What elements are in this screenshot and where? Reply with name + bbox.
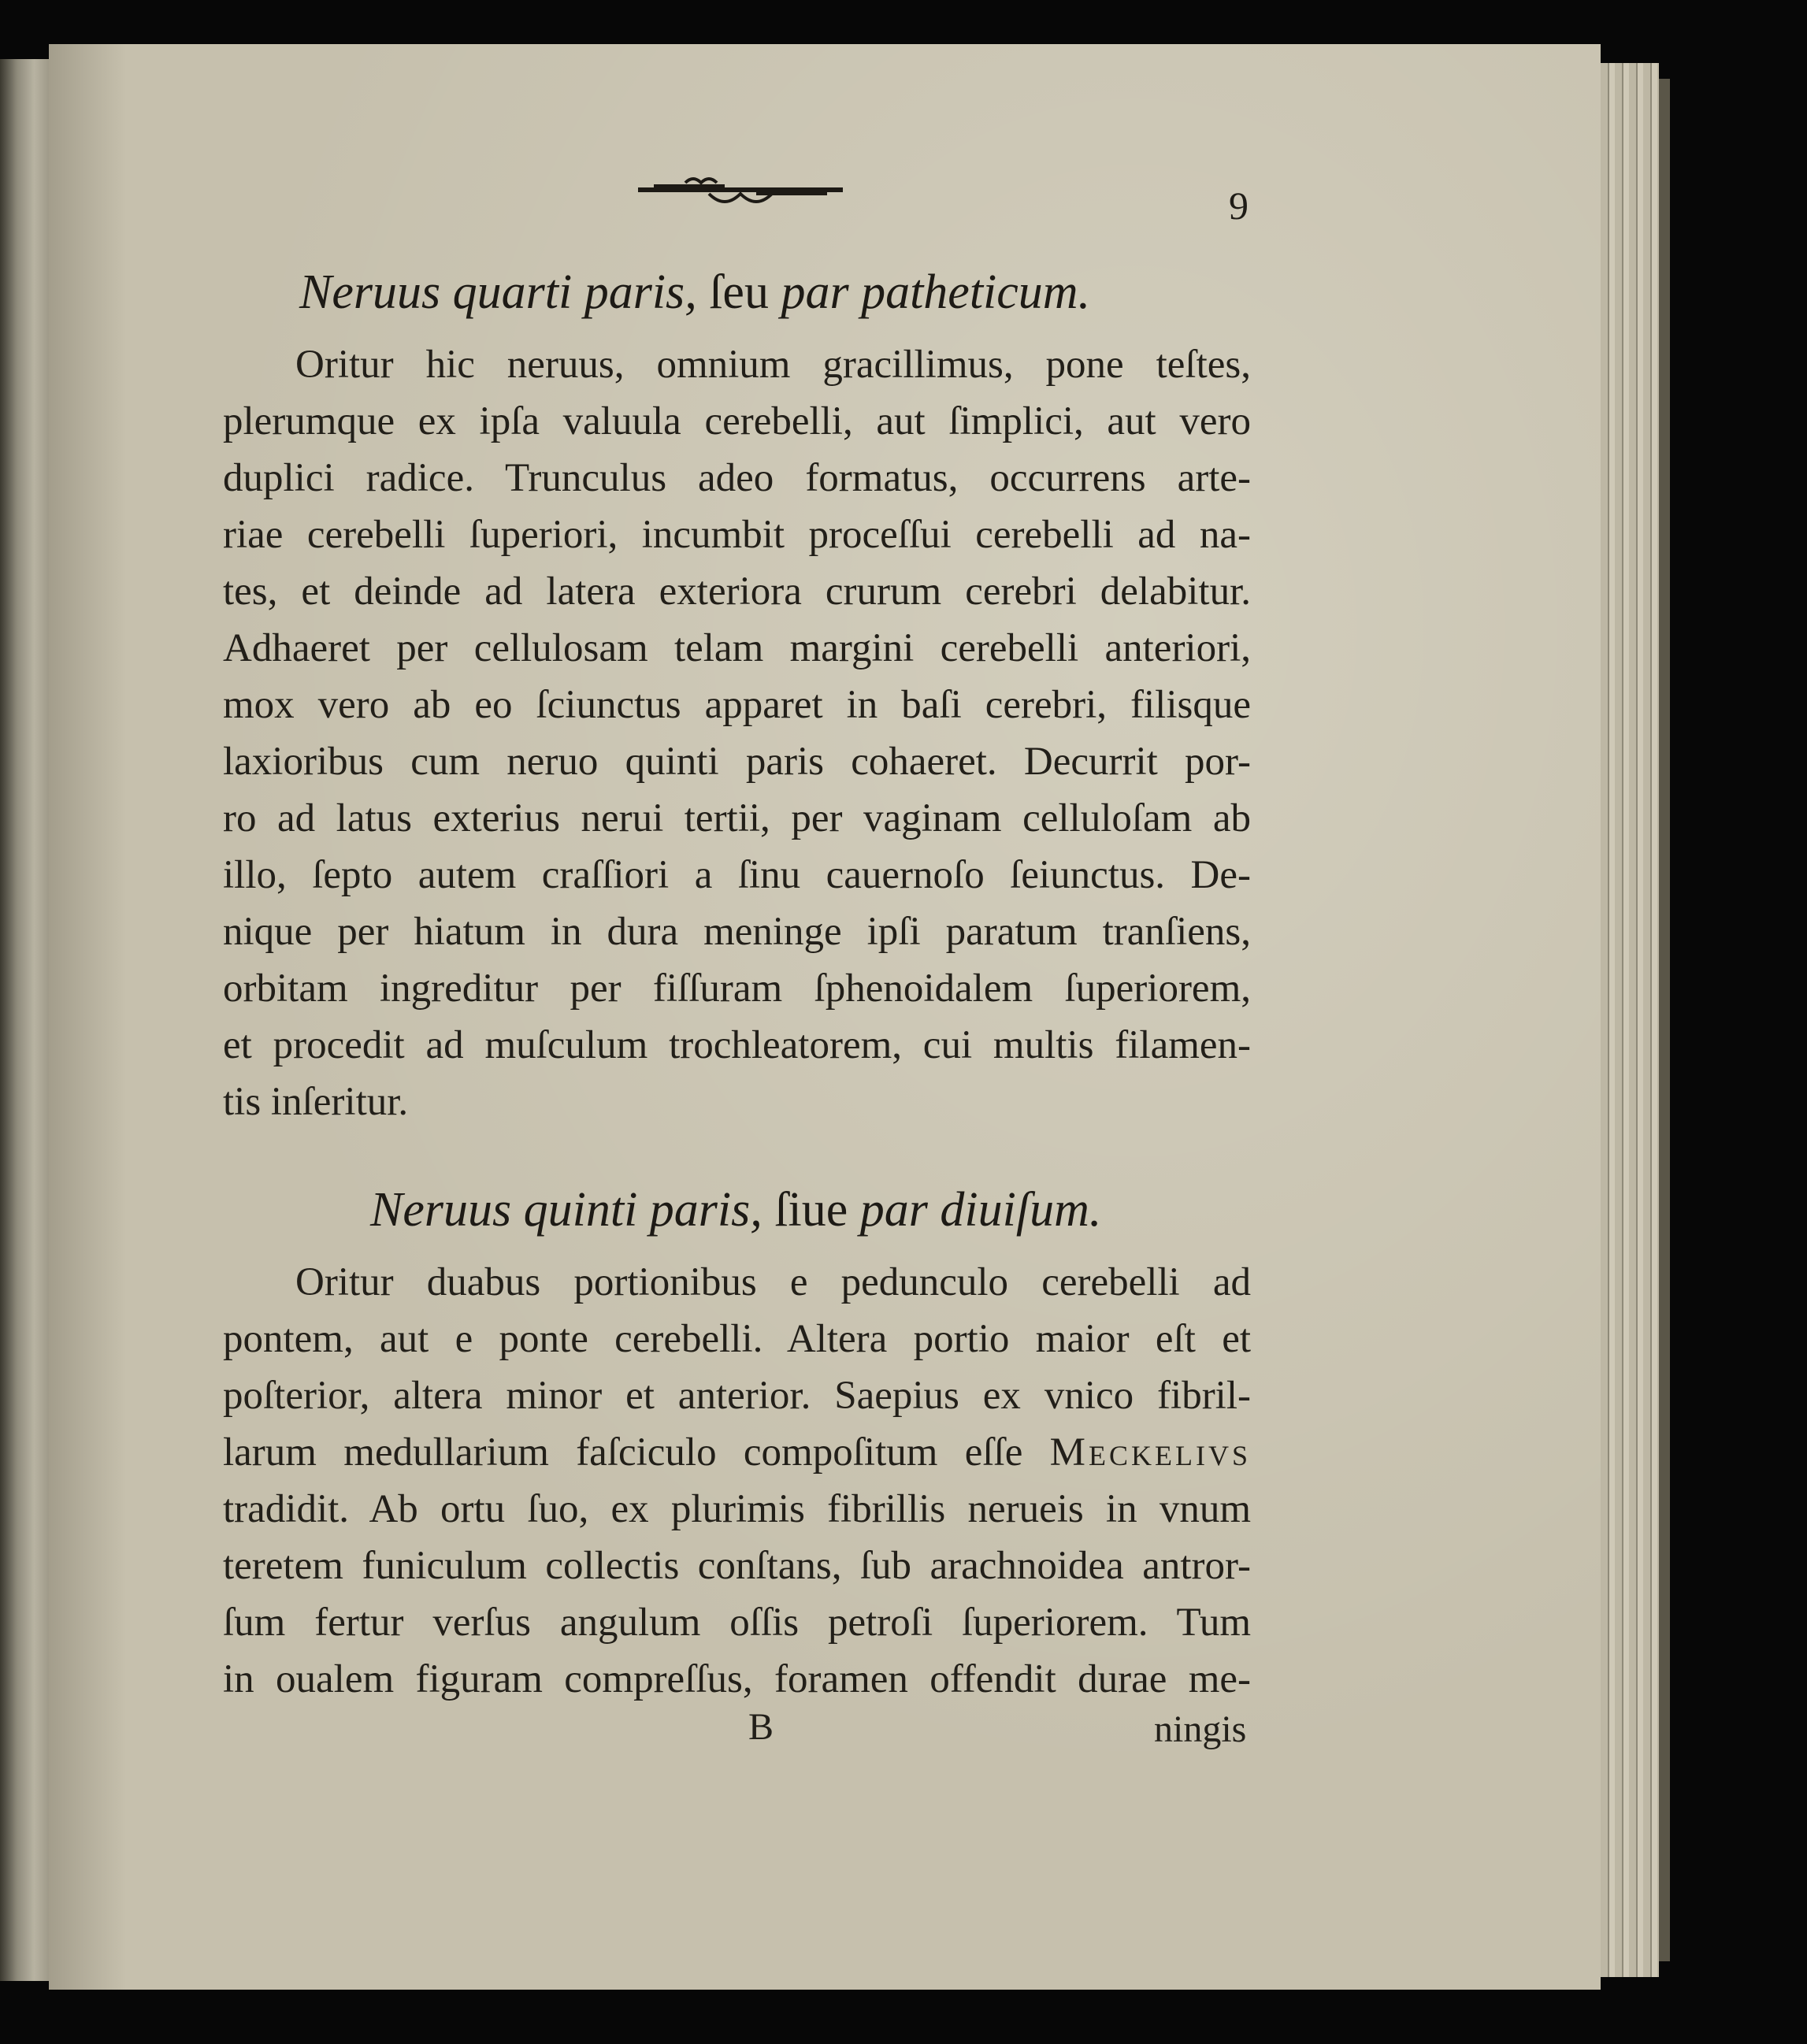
heading-roman-part: ſiue bbox=[774, 1183, 848, 1237]
text-line: nique per hiatum in dura meninge ipſi paratum tranſiens, bbox=[223, 910, 1251, 954]
text-line: orbitam ingreditur per fiſſuram ſphenoidalem ſuperiorem, bbox=[223, 966, 1251, 1011]
text-line: Oritur duabus portionibus e pedunculo cerebelli ad bbox=[295, 1260, 1251, 1304]
text-line: mox vero ab eo ſciunctus apparet in baſi cerebri, filisque bbox=[223, 683, 1251, 727]
text-line: laxioribus cum neruo quinti paris cohaeret. Decurrit por- bbox=[223, 740, 1251, 784]
text-line: in oualem figuram compreſſus, foramen offendit durae me- bbox=[223, 1657, 1251, 1701]
heading-roman-part: ſeu bbox=[709, 265, 769, 319]
heading-italic-part: par diuiſum. bbox=[859, 1183, 1102, 1237]
page-stack-edge bbox=[1601, 63, 1659, 1977]
text-line: tradidit. Ab ortu ſuo, ex plurimis fibrillis nerueis in vnum bbox=[223, 1487, 1251, 1531]
heading-italic-part: Neruus quarti paris, bbox=[299, 265, 697, 319]
section-heading-1 bbox=[299, 265, 1245, 319]
text-line: Oritur hic neruus, omnium gracillimus, pone teſtes, bbox=[295, 343, 1251, 387]
text-line: illo, ſepto autem craſſiori a ſinu cauernoſo ſeiunctus. De- bbox=[223, 853, 1251, 897]
text-line: poſterior, altera minor et anterior. Saepius ex vnico fibril- bbox=[223, 1374, 1251, 1418]
heading-italic-part: par patheticum. bbox=[781, 265, 1091, 319]
signature-mark: B bbox=[748, 1706, 774, 1748]
text-fragment: larum medullarium faſciculo compoſitum eſſe bbox=[223, 1430, 1023, 1475]
text-line: tis inſeritur. bbox=[223, 1080, 409, 1124]
text-line: ro ad latus exterius nerui tertii, per vaginam celluloſam ab bbox=[223, 796, 1251, 840]
author-name: Meckelivs bbox=[1049, 1430, 1252, 1475]
section-heading-2 bbox=[370, 1183, 1315, 1237]
text-line: tes, et deinde ad latera exteriora crurum cerebri delabitur. bbox=[223, 569, 1251, 614]
catchword: ningis bbox=[1154, 1708, 1247, 1750]
page-stack-shadow bbox=[1659, 79, 1670, 1961]
text-line: teretem funiculum collectis conſtans, ſub arachnoidea antror- bbox=[223, 1544, 1251, 1588]
text-line: riae cerebelli ſuperiori, incumbit proceſſui cerebelli ad na- bbox=[223, 513, 1251, 557]
text-line: pontem, aut e ponte cerebelli. Altera portio maior eſt et bbox=[223, 1317, 1251, 1361]
text-line: plerumque ex ipſa valuula cerebelli, aut ſimplici, aut vero bbox=[223, 399, 1251, 443]
text-line: et procedit ad muſculum trochleatorem, cui multis filamen- bbox=[223, 1023, 1251, 1067]
text-line: duplici radice. Trunculus adeo formatus, occurrens arte- bbox=[223, 456, 1251, 500]
ornament-icon bbox=[638, 173, 843, 213]
text-line: ſum fertur verſus angulum oſſis petroſi ſuperiorem. Tum bbox=[223, 1601, 1251, 1645]
text-line: Adhaeret per cellulosam telam margini cerebelli anteriori, bbox=[223, 626, 1251, 670]
page-number: 9 bbox=[1229, 184, 1249, 228]
text-line bbox=[223, 1430, 1252, 1475]
left-page-edge bbox=[0, 59, 49, 1981]
heading-italic-part: Neruus quinti paris, bbox=[370, 1183, 763, 1237]
